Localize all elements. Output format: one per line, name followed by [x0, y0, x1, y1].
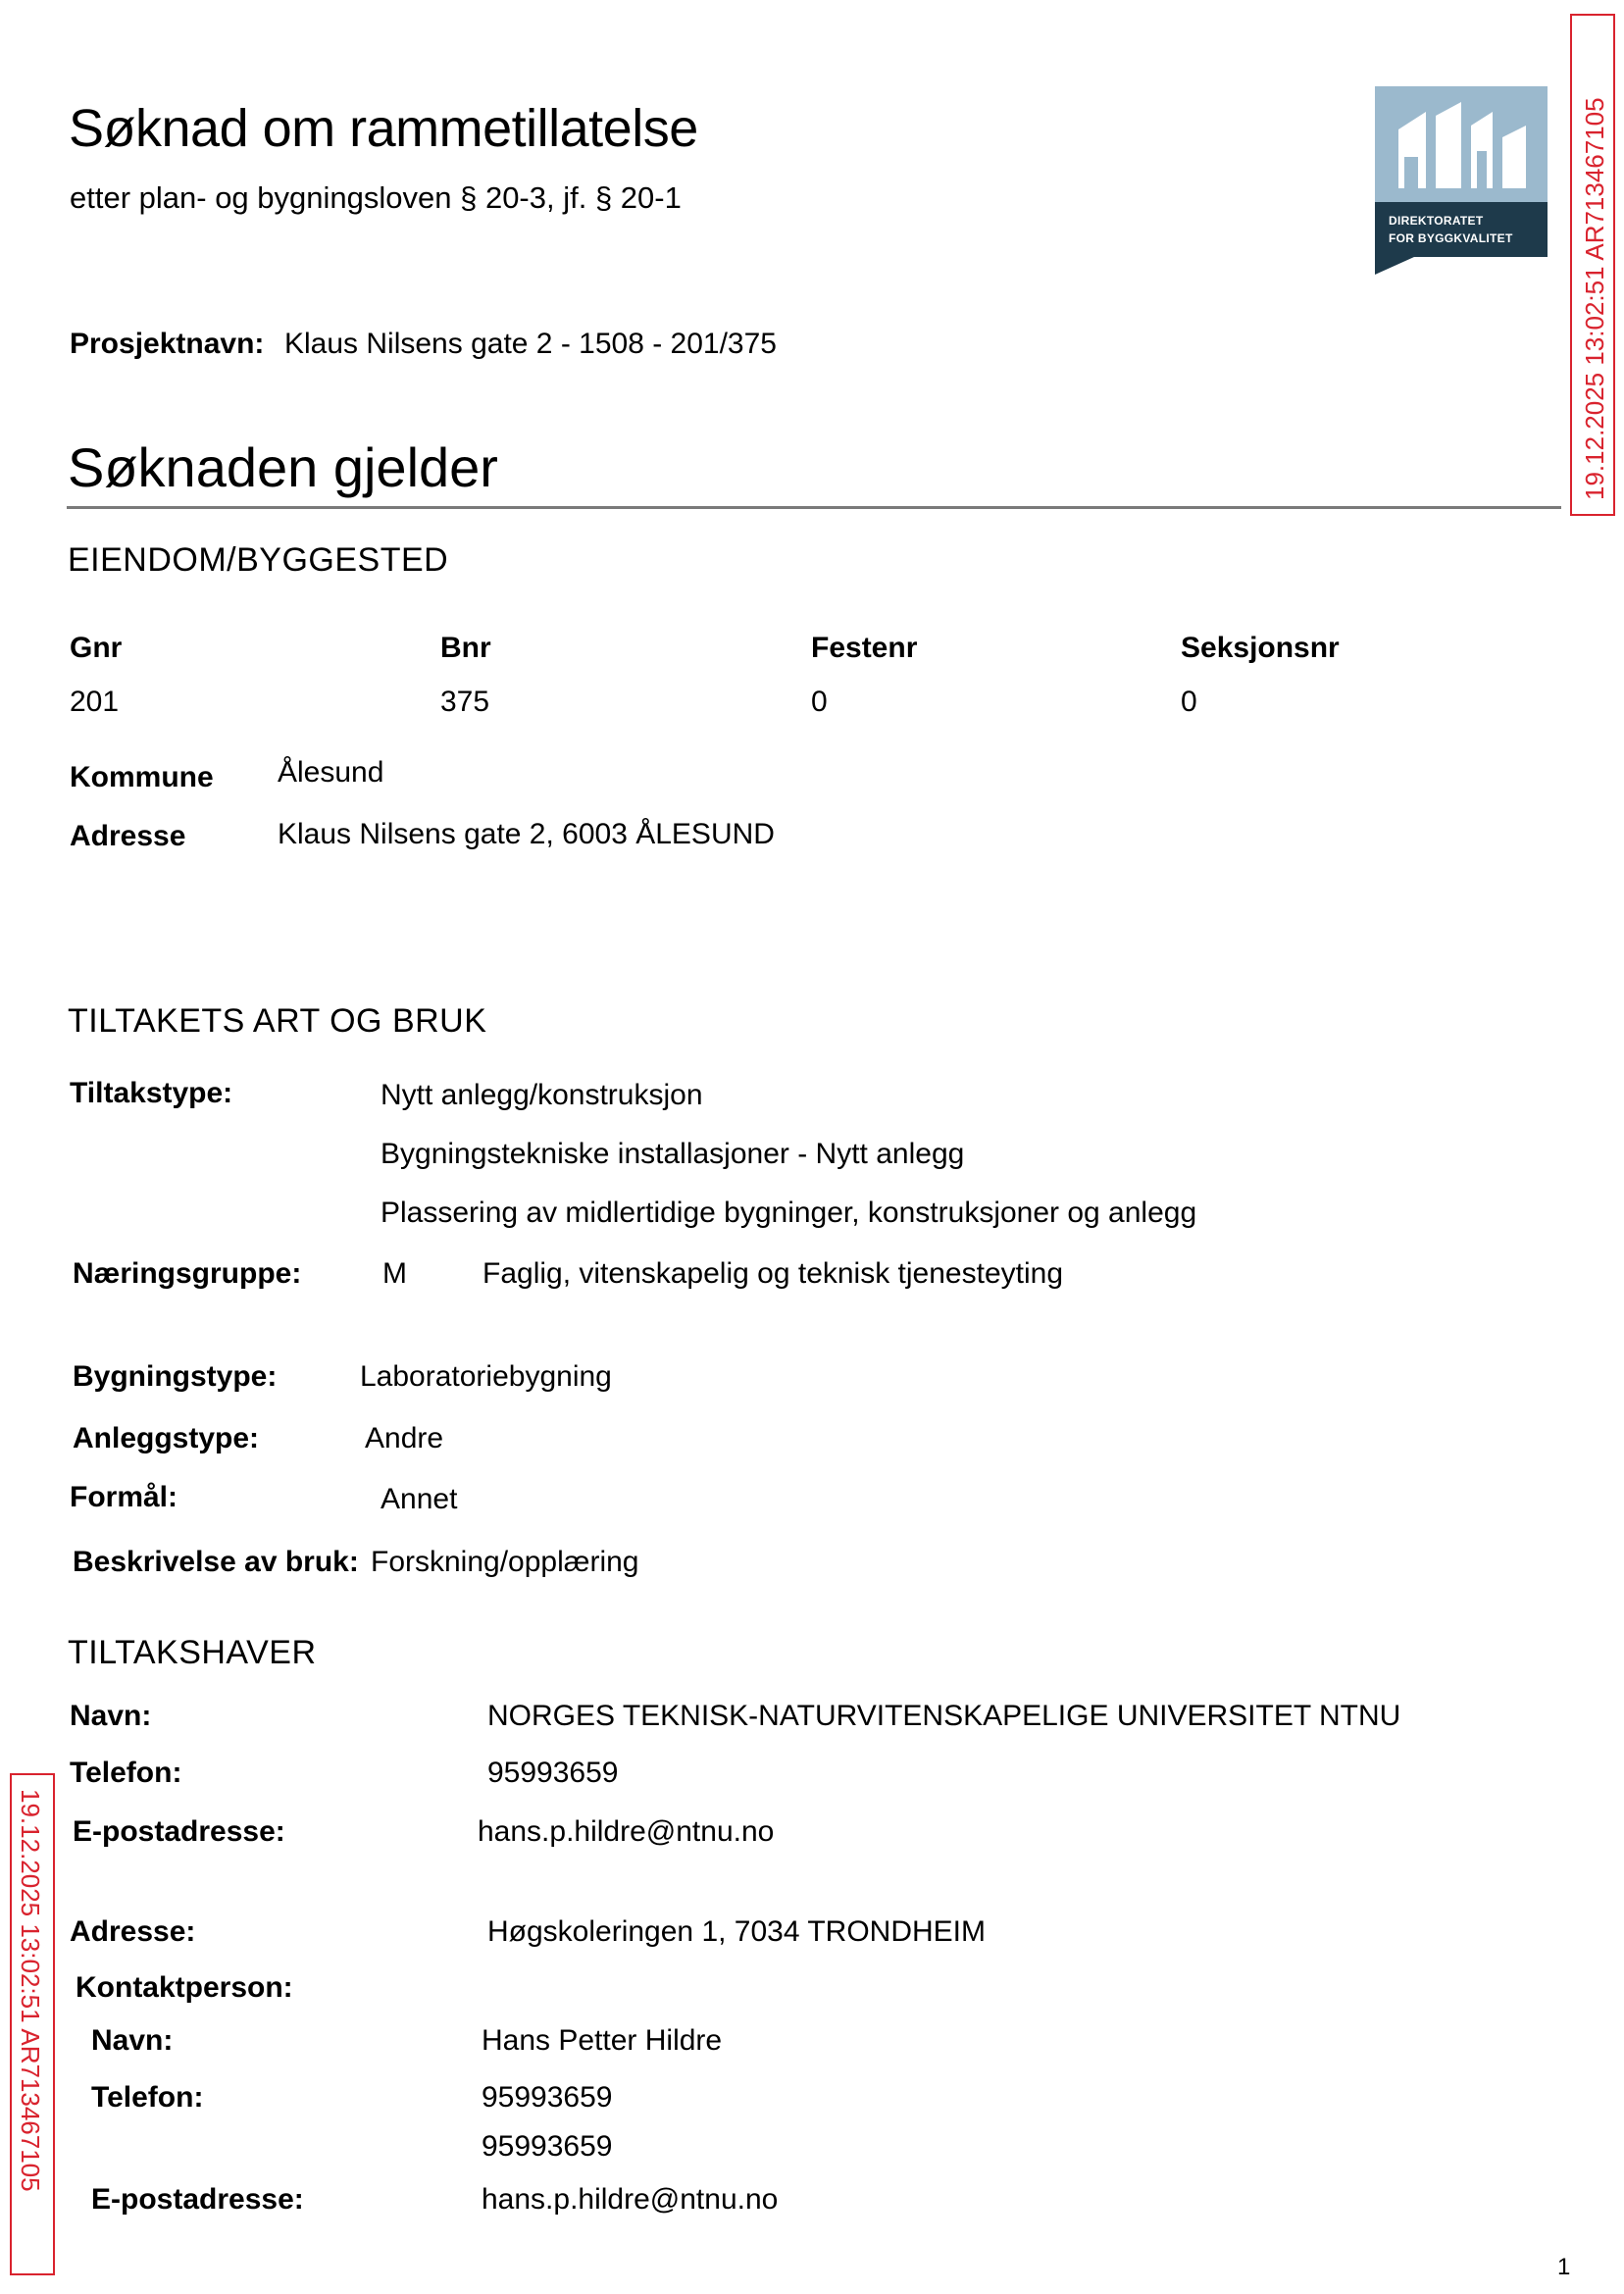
tiltakstype-item: Plassering av midlertidige bygninger, konstruksjoner og anlegg	[381, 1197, 1197, 1229]
bnr-header: Bnr	[440, 632, 491, 664]
gnr-value: 201	[70, 686, 120, 718]
gnr-header: Gnr	[70, 632, 123, 664]
anleggstype-label: Anleggstype:	[73, 1422, 260, 1454]
logo-band	[1375, 202, 1548, 257]
logo-text-line2: FOR BYGGKVALITET	[1389, 231, 1513, 245]
logo-text-line1: DIREKTORATET	[1389, 214, 1484, 228]
contact-email-value: hans.p.hildre@ntnu.no	[482, 2183, 779, 2216]
property-heading: EIENDOM/BYGGESTED	[68, 541, 449, 579]
applicant-heading: TILTAKSHAVER	[68, 1634, 317, 1671]
buildings-icon	[1375, 86, 1548, 202]
seksjonsnr-value: 0	[1181, 686, 1197, 718]
contact-person-label: Kontaktperson:	[76, 1971, 293, 2004]
use-description-value: Forskning/opplæring	[371, 1546, 639, 1578]
naeringsgruppe-code: M	[382, 1257, 407, 1290]
contact-phone-value: 95993659	[482, 2081, 613, 2114]
project-type-heading: TILTAKETS ART OG BRUK	[68, 1002, 487, 1040]
festenr-header: Festenr	[811, 632, 918, 664]
contact-name-value: Hans Petter Hildre	[482, 2024, 723, 2057]
contact-mobile-value: 95993659	[482, 2130, 613, 2163]
dibk-logo	[1375, 86, 1548, 275]
seksjonsnr-header: Seksjonsnr	[1181, 632, 1340, 664]
naeringsgruppe-label: Næringsgruppe:	[73, 1257, 302, 1290]
address-value: Klaus Nilsens gate 2, 6003 ÅLESUND	[278, 818, 775, 850]
contact-phone-label: Telefon:	[91, 2081, 204, 2114]
bygningstype-label: Bygningstype:	[73, 1360, 278, 1393]
timestamp-stamp-top	[1570, 14, 1615, 516]
timestamp-stamp-bottom	[10, 1773, 55, 2275]
applicant-email-value: hans.p.hildre@ntnu.no	[478, 1815, 775, 1848]
applicant-name-label: Navn:	[70, 1700, 152, 1732]
use-description-label: Beskrivelse av bruk:	[73, 1546, 359, 1578]
applicant-phone-label: Telefon:	[70, 1757, 182, 1789]
kommune-value: Ålesund	[278, 756, 384, 789]
document-title: Søknad om rammetillatelse	[69, 99, 698, 158]
logo-emblem	[1375, 86, 1548, 202]
applicant-address-label: Adresse:	[70, 1915, 196, 1948]
section-heading-applies-to: Søknaden gjelder	[68, 436, 498, 498]
document-subtitle: etter plan- og bygningsloven § 20-3, jf. § 20-1	[70, 180, 682, 215]
applicant-name-value: NORGES TEKNISK-NATURVITENSKAPELIGE UNIVERSITET NTNU	[487, 1700, 1401, 1732]
applicant-phone-value: 95993659	[487, 1757, 619, 1789]
logo-tail	[1375, 257, 1414, 275]
naeringsgruppe-text: Faglig, vitenskapelig og teknisk tjenesteyting	[482, 1257, 1064, 1290]
tiltakstype-item: Bygningstekniske installasjoner - Nytt anlegg	[381, 1138, 965, 1170]
festenr-value: 0	[811, 686, 828, 718]
project-name-label: Prosjektnavn:	[70, 328, 265, 360]
project-name-value: Klaus Nilsens gate 2 - 1508 - 201/375	[284, 328, 777, 360]
applicant-email-label: E-postadresse:	[73, 1815, 285, 1848]
tiltakstype-item: Nytt anlegg/konstruksjon	[381, 1079, 703, 1111]
heading-divider	[67, 506, 1561, 509]
contact-email-label: E-postadresse:	[91, 2183, 304, 2216]
bygningstype-value: Laboratoriebygning	[360, 1360, 612, 1393]
anleggstype-value: Andre	[365, 1422, 444, 1454]
page-number: 1	[1557, 2254, 1571, 2280]
contact-name-label: Navn:	[91, 2024, 174, 2057]
formal-label: Formål:	[70, 1481, 178, 1513]
kommune-label: Kommune	[70, 761, 214, 793]
bnr-value: 375	[440, 686, 490, 718]
formal-value: Annet	[381, 1483, 458, 1515]
address-label: Adresse	[70, 820, 186, 852]
timestamp-stamp-text: 19.12.2025 13:02:51 AR713467105	[1580, 97, 1609, 500]
tiltakstype-label: Tiltakstype:	[70, 1077, 233, 1109]
applicant-address-value: Høgskoleringen 1, 7034 TRONDHEIM	[487, 1915, 986, 1948]
timestamp-stamp-text: 19.12.2025 13:02:51 AR713467105	[16, 1789, 45, 2192]
